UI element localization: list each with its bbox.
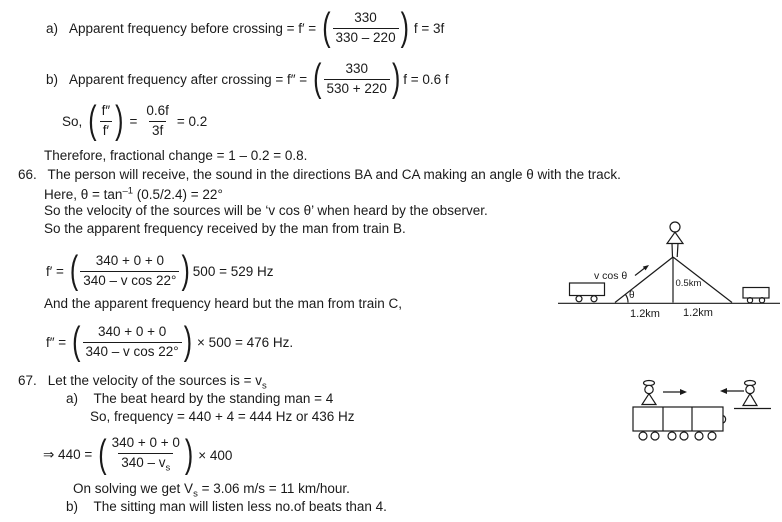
text: So the apparent frequency received by the man from train B. <box>44 221 406 236</box>
subscript: s <box>262 380 267 392</box>
subscript: s <box>165 462 171 474</box>
text-with-superscript <box>44 187 223 202</box>
item-label-b: b) <box>66 499 79 514</box>
fraction-numerator: 340 + 0 + 0 <box>97 323 167 339</box>
observer-figure <box>667 222 683 257</box>
fraction-denominator: 330 – 220 <box>333 28 399 47</box>
line-66-5 <box>44 296 402 311</box>
line-67-1 <box>18 373 267 392</box>
angle-arc <box>625 294 628 302</box>
close-paren: ) <box>184 432 194 476</box>
formula-suffix: × 400 <box>198 447 233 463</box>
open-paren: ( <box>98 432 107 476</box>
text: Therefore, fractional change = 1 – 0.2 = 0.8. <box>44 148 308 163</box>
fraction <box>143 103 172 140</box>
formula-label: ⇒ 440 = <box>43 447 93 462</box>
train-diagram <box>630 378 782 450</box>
text: The beat heard by the standing man = 4 <box>93 391 334 406</box>
fraction <box>109 435 183 474</box>
line-67a-3 <box>73 481 350 500</box>
train-body <box>633 407 726 431</box>
line-65-ratio <box>62 99 207 143</box>
open-paren: ( <box>322 5 331 49</box>
train-wheels <box>639 432 716 440</box>
text: On solving we get V <box>73 481 194 496</box>
text: 340 – v <box>121 455 166 471</box>
fraction-denominator: 340 – v cos 22° <box>83 342 182 361</box>
line-66-f2 <box>46 320 293 364</box>
open-paren: ( <box>88 98 97 142</box>
line-65b <box>46 57 449 101</box>
triangle-diagram <box>556 218 782 322</box>
fraction-numerator: 330 <box>345 60 368 76</box>
fraction <box>333 10 399 47</box>
text: The sitting man will listen less no.of beats than 4. <box>93 499 387 514</box>
fraction-denominator: 340 – v cos 22° <box>80 271 179 290</box>
fraction-numerator: 340 + 0 + 0 <box>95 252 165 268</box>
line-66-1 <box>18 167 621 182</box>
item-label-b: b) <box>46 71 59 87</box>
formula-suffix: = 0.2 <box>176 113 208 129</box>
left-arrow <box>720 388 744 394</box>
approaching-man-icon <box>734 381 771 409</box>
fraction <box>324 61 390 98</box>
text: Let the velocity of the sources is = v <box>47 373 262 388</box>
open-paren: ( <box>72 319 81 363</box>
equals-sign: = <box>129 113 138 129</box>
item-label-a: a) <box>66 391 79 406</box>
right-arrow <box>663 389 687 395</box>
formula-prefix: Apparent frequency before crossing = f′ = <box>69 20 317 36</box>
text: Here, θ = tan <box>44 186 123 202</box>
fraction-numerator: 340 + 0 + 0 <box>111 435 180 451</box>
formula-label: f″ = <box>46 334 67 350</box>
line-therefore <box>44 148 307 163</box>
superscript: –1 <box>122 185 134 196</box>
line-66-2 <box>44 185 223 202</box>
formula-prefix: So, <box>62 113 83 129</box>
text: So the velocity of the sources will be ‘v cos θ’ when heard by the observer. <box>44 203 488 218</box>
line-67a-2 <box>90 409 355 424</box>
left-distance-label: 1.2km <box>630 308 660 320</box>
problem-number: 66. <box>18 167 37 182</box>
line-66-3 <box>44 203 488 218</box>
formula-label: f′ = <box>46 263 64 279</box>
text: And the apparent frequency heard but the man from train C, <box>44 296 402 311</box>
right-distance-label: 1.2km <box>683 307 713 319</box>
height-label: 0.5km <box>675 278 702 289</box>
item-label-a: a) <box>46 20 59 36</box>
problem-number: 67. <box>18 373 37 388</box>
fraction-denominator <box>118 453 173 475</box>
open-paren: ( <box>69 248 79 292</box>
line-66-f1 <box>46 249 273 293</box>
formula-suffix: f = 3f <box>413 20 445 36</box>
close-paren: ) <box>115 98 124 142</box>
open-paren: ( <box>313 56 322 100</box>
formula-suffix: × 500 = 476 Hz. <box>197 334 294 350</box>
fraction-numerator: 0.6f <box>146 102 169 118</box>
text-with-subscript <box>47 373 267 392</box>
close-paren: ) <box>181 248 190 292</box>
line-67-formula <box>43 433 232 477</box>
line-67b <box>66 499 387 514</box>
fraction-numerator: f″ <box>101 102 111 118</box>
text: = 3.06 m/s = 11 km/hour. <box>197 481 350 496</box>
fraction <box>99 103 114 140</box>
close-paren: ) <box>400 5 409 49</box>
line-66-4 <box>44 221 406 236</box>
fraction-numerator: 330 <box>354 9 377 25</box>
text: (0.5/2.4) = 22° <box>133 186 223 202</box>
line-65a <box>46 6 444 50</box>
formula-prefix: Apparent frequency after crossing = f″ = <box>69 71 308 87</box>
left-train-icon <box>570 283 605 302</box>
formula-suffix: 500 = 529 Hz <box>192 263 274 279</box>
fraction-denominator: f′ <box>100 121 112 140</box>
close-paren: ) <box>183 319 193 363</box>
line-67a-1 <box>66 391 333 406</box>
text: So, frequency = 440 + 4 = 444 Hz or 436 Hz <box>90 409 355 424</box>
fraction-denominator: 530 + 220 <box>324 79 390 98</box>
text: The person will receive, the sound in the directions BA and CA making an angle θ with the track. <box>47 167 621 182</box>
fraction-denominator: 3f <box>149 121 166 140</box>
standing-man-icon <box>642 381 656 405</box>
subscript: s <box>193 488 198 500</box>
right-train-icon <box>743 288 769 303</box>
fraction <box>80 253 179 290</box>
theta-label: θ <box>629 290 635 301</box>
v-cos-theta-label: v cos θ <box>594 270 628 282</box>
text-with-subscript <box>73 481 350 500</box>
velocity-arrow <box>635 265 649 276</box>
fraction <box>83 324 182 361</box>
close-paren: ) <box>391 56 401 100</box>
formula-suffix: f = 0.6 f <box>403 71 449 87</box>
